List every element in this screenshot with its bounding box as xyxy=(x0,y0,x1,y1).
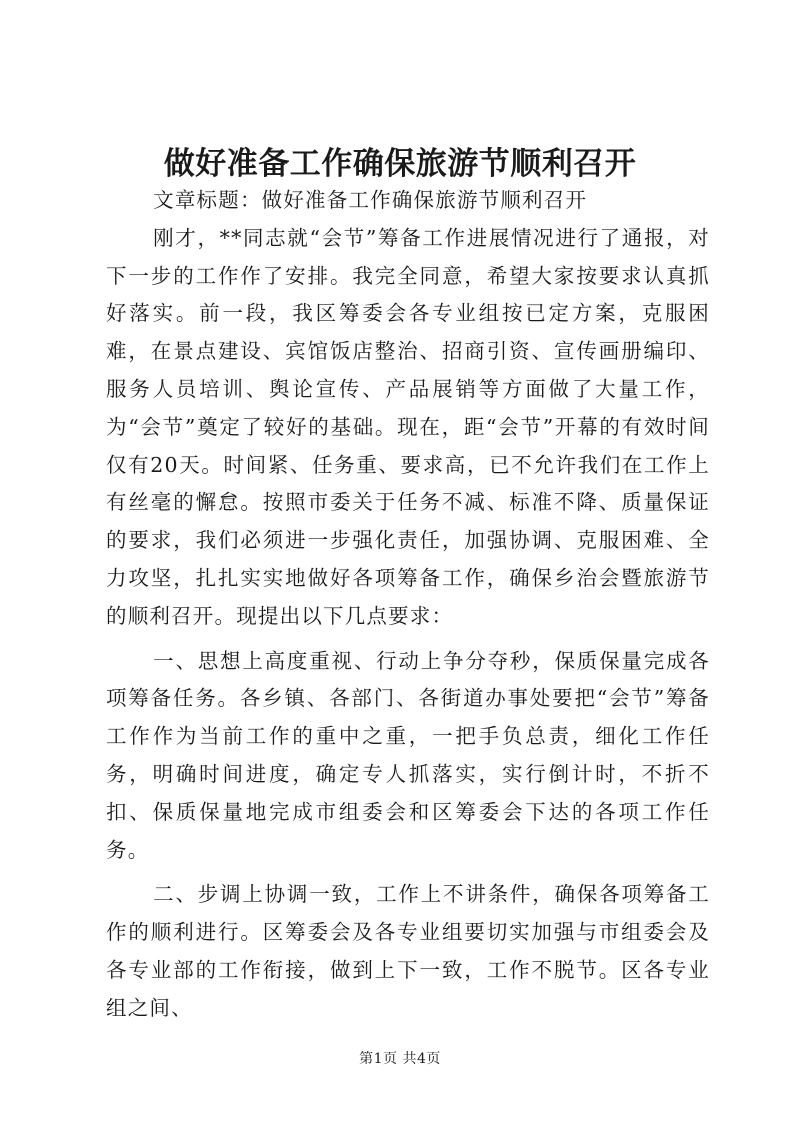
paragraph-point-one: 一、思想上高度重视、行动上争分夺秒，保质保量完成各项筹备任务。各乡镇、各部门、各街道办事处要把“会节”筹备工作作为当前工作的重中之重，一把手负总责，细化工作任务，明确时间进度，确定专人抓落实，实行倒计时，不折不扣、保质保量地完成市组委会和区筹委会下达的各项工作任务。 xyxy=(106,648,710,862)
article-title-line: 文章标题：做好准备工作确保旅游节顺利召开 xyxy=(153,188,588,212)
paragraph-intro: 刚才，**同志就“会节”筹备工作进展情况进行了通报，对下一步的工作作了安排。我完全同意，希望大家按要求认真抓好落实。前一段，我区筹委会各专业组按已定方案，克服困难，在景点建设、宾馆饭店整治、招商引资、宣传画册编印、服务人员培训、舆论宣传、产品展销等方面做了大量工作，为“会节”奠定了较好的基础。现在，距“会节”开幕的有效时间仅有20天。时间紧、任务重、要求高，已不允许我们在工作上有丝毫的懈怠。按照市委关于任务不减、标准不降、质量保证的要求，我们必须进一步强化责任，加强协调、克服困难、全力攻坚，扎扎实实地做好各项筹备工作，确保乡治会暨旅游节的顺利召开。现提出以下几点要求： xyxy=(106,225,710,628)
page-footer: 第1页 共4页 xyxy=(359,1051,441,1067)
document-title: 做好准备工作确保旅游节顺利召开 xyxy=(163,146,637,182)
paragraph-point-two: 二、步调上协调一致，工作上不讲条件，确保各项筹备工作的顺利进行。区筹委会及各专业组要切实加强与市组委会及各专业部的工作衔接，做到上下一致，工作不脱节。区各专业组之间、 xyxy=(106,882,710,1020)
document-body xyxy=(106,182,710,1028)
